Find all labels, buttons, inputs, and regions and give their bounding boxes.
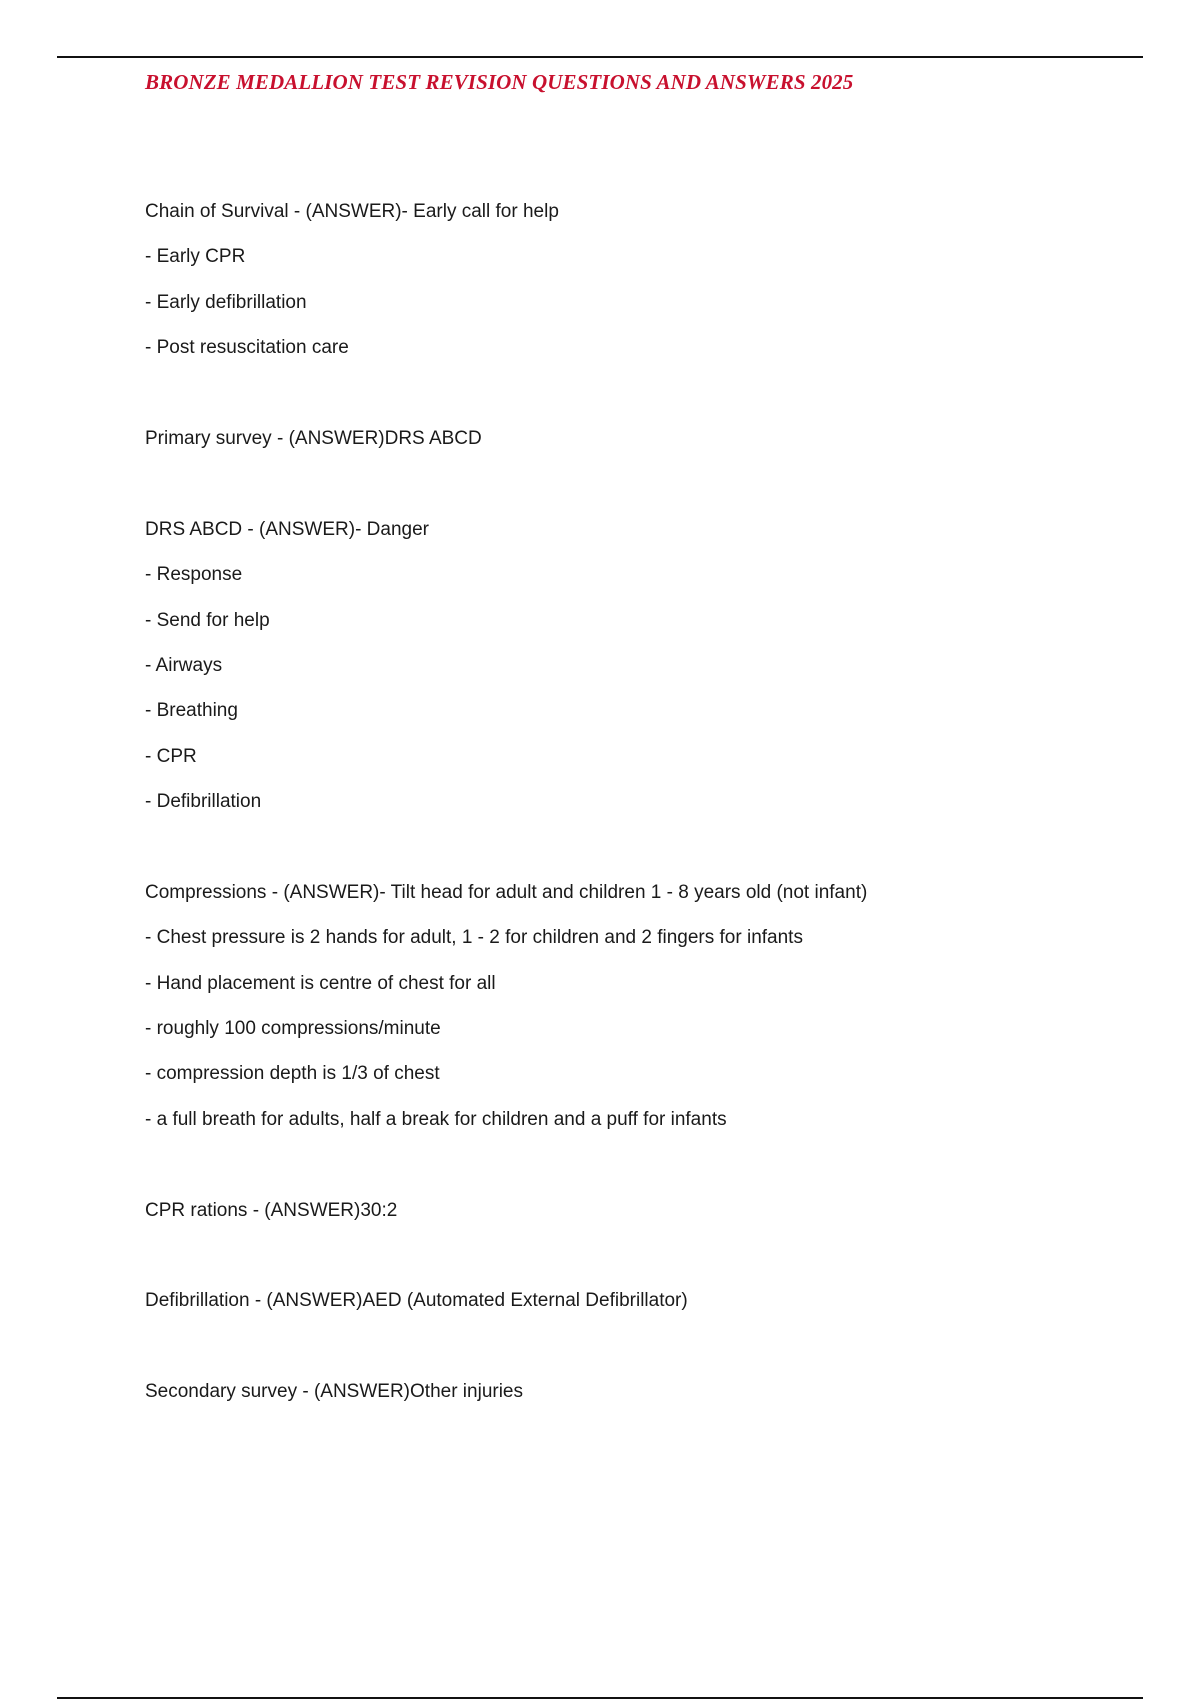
qa-answer-line: - Post resuscitation care (145, 337, 349, 359)
qa-answer-line: - Breathing (145, 700, 238, 722)
qa-block (145, 516, 1145, 834)
document-body (145, 198, 1145, 1424)
qa-answer-line: - Early CPR (145, 246, 246, 268)
qa-block (145, 879, 1145, 1151)
qa-answer-line: - Hand placement is centre of chest for all (145, 972, 496, 994)
qa-answer-line: - Defibrillation (145, 791, 262, 813)
block-spacer (145, 470, 1145, 515)
qa-answer-line: - Early defibrillation (145, 291, 307, 313)
block-spacer (145, 1242, 1145, 1287)
qa-answer-line: - CPR (145, 745, 197, 767)
qa-answer-line: - a full breath for adults, half a break for children and a puff for infants (145, 1108, 727, 1130)
qa-question-line: Primary survey - (ANSWER)DRS ABCD (145, 427, 482, 449)
block-spacer (145, 1151, 1145, 1196)
qa-question-line: Secondary survey - (ANSWER)Other injuries (145, 1381, 523, 1403)
qa-block (145, 1287, 1145, 1332)
qa-block (145, 425, 1145, 470)
qa-question-line: CPR rations - (ANSWER)30:2 (145, 1199, 398, 1221)
qa-block (145, 1197, 1145, 1242)
header-rule (57, 56, 1143, 58)
qa-question-line: Compressions - (ANSWER)- Tilt head for adult and children 1 - 8 years old (not infant) (145, 881, 868, 903)
qa-question-line: DRS ABCD - (ANSWER)- Danger (145, 518, 429, 540)
qa-block (145, 198, 1145, 380)
block-spacer (145, 1333, 1145, 1378)
qa-block (145, 1378, 1145, 1423)
qa-answer-line: - Response (145, 564, 243, 586)
qa-question-line: Defibrillation - (ANSWER)AED (Automated External Defibrillator) (145, 1290, 688, 1312)
block-spacer (145, 380, 1145, 425)
qa-question-line: Chain of Survival - (ANSWER)- Early call for help (145, 201, 559, 222)
footer-rule (57, 1697, 1143, 1699)
qa-answer-line: - roughly 100 compressions/minute (145, 1018, 441, 1040)
qa-answer-line: - Airways (145, 654, 223, 676)
block-spacer (145, 833, 1145, 878)
qa-answer-line: - Chest pressure is 2 hands for adult, 1 - 2 for children and 2 fingers for infants (145, 927, 803, 949)
document-title: BRONZE MEDALLION TEST REVISION QUESTIONS AND ANSWERS 2025 (145, 70, 854, 94)
qa-answer-line: - Send for help (145, 609, 270, 631)
qa-answer-line: - compression depth is 1/3 of chest (145, 1063, 440, 1085)
